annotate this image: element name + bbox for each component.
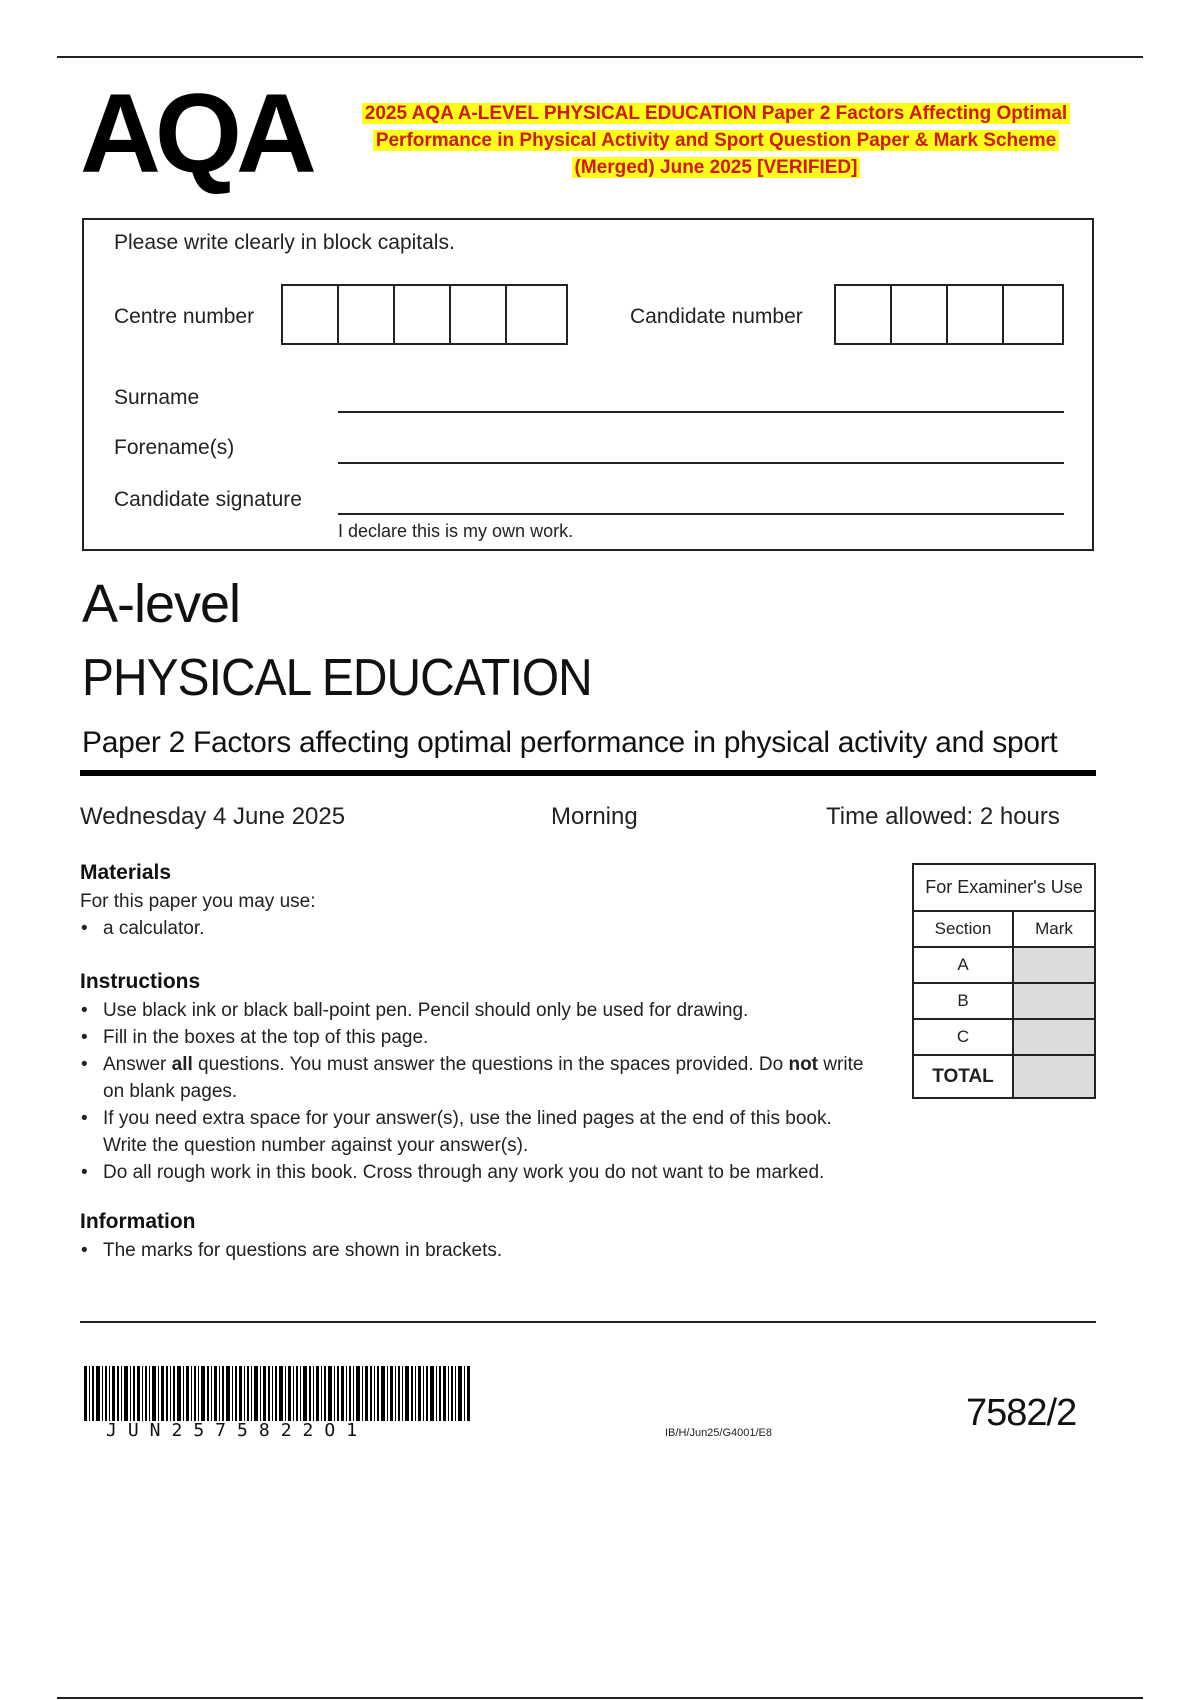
total-label: TOTAL: [914, 1056, 1014, 1097]
candidate-number-digit[interactable]: [836, 286, 892, 343]
exam-session: Morning: [551, 803, 638, 830]
declaration-text: I declare this is my own work.: [338, 521, 574, 541]
mark-cell[interactable]: [1014, 984, 1094, 1018]
table-row: [914, 984, 1094, 1020]
time-allowed: Time allowed: 2 hours: [826, 803, 1060, 830]
candidate-details-box: [82, 218, 1094, 551]
centre-number-digit[interactable]: [507, 286, 563, 343]
examiners-use-title: For Examiner's Use: [914, 865, 1094, 912]
mark-column-header: Mark: [1014, 912, 1094, 946]
information-list: [80, 1237, 880, 1264]
barcode-graphic: [84, 1366, 470, 1421]
document-reference: IB/H/Jun25/G4001/E8: [665, 1427, 773, 1439]
list-item: • a calculator.: [80, 915, 880, 942]
total-row: [914, 1056, 1094, 1097]
mark-cell[interactable]: [1014, 1020, 1094, 1054]
materials-heading: Materials: [80, 861, 172, 884]
title-banner: [360, 100, 1072, 181]
top-rule: [57, 56, 1143, 58]
list-item: • The marks for questions are shown in brackets.: [80, 1237, 880, 1264]
qualification-level: A-level: [82, 574, 241, 634]
forenames-label: Forename(s): [114, 436, 235, 459]
section-cell: C: [914, 1020, 1014, 1054]
list-item: • Answer all questions. You must answer the questions in the spaces provided. Do not write on blank pages.: [80, 1051, 870, 1105]
materials-intro: For this paper you may use:: [80, 891, 316, 912]
centre-number-digit[interactable]: [451, 286, 507, 343]
centre-number-label: Centre number: [114, 305, 255, 328]
title-divider: [80, 770, 1096, 776]
barcode-text: JUN2575822O1: [106, 1420, 369, 1441]
information-heading: Information: [80, 1210, 196, 1233]
paper-code: 7582/2: [966, 1392, 1077, 1434]
section-column-header: Section: [914, 912, 1014, 946]
subject-title: PHYSICAL EDUCATION: [82, 649, 592, 707]
examiners-use-table: [912, 863, 1096, 1099]
instructions-heading: Instructions: [80, 970, 201, 993]
table-row: [914, 948, 1094, 984]
candidate-number-field[interactable]: [834, 284, 1064, 345]
banner-line-2: Performance in Physical Activity and Sport Question Paper & Mark Scheme: [373, 130, 1059, 151]
exam-date: Wednesday 4 June 2025: [80, 803, 346, 830]
candidate-number-digit[interactable]: [1004, 286, 1060, 343]
table-header-row: [914, 912, 1094, 948]
mark-cell[interactable]: [1014, 948, 1094, 982]
candidate-number-digit[interactable]: [948, 286, 1004, 343]
forenames-field[interactable]: [338, 462, 1064, 464]
paper-title: Paper 2 Factors affecting optimal performance in physical activity and sport: [82, 726, 1058, 759]
aqa-logo: AQA: [80, 71, 311, 196]
centre-number-field[interactable]: [281, 284, 568, 345]
list-item: • Use black ink or black ball-point pen. Pencil should only be used for drawing.: [80, 997, 870, 1024]
candidate-number-digit[interactable]: [892, 286, 948, 343]
barcode-bars: [84, 1366, 470, 1421]
centre-number-digit[interactable]: [339, 286, 395, 343]
list-item: • If you need extra space for your answer(s), use the lined pages at the end of this book. Write the question number against your answer(s).: [80, 1105, 870, 1159]
surname-field[interactable]: [338, 411, 1064, 413]
instructions-list: [80, 997, 870, 1186]
section-cell: A: [914, 948, 1014, 982]
bottom-rule: [57, 1697, 1143, 1699]
candidate-number-label: Candidate number: [630, 305, 803, 328]
table-row: [914, 1020, 1094, 1056]
list-item: • Fill in the boxes at the top of this page.: [80, 1024, 870, 1051]
banner-line-1: 2025 AQA A-LEVEL PHYSICAL EDUCATION Paper 2 Factors Affecting Optimal: [362, 103, 1070, 124]
surname-label: Surname: [114, 386, 200, 409]
centre-number-digit[interactable]: [395, 286, 451, 343]
section-cell: B: [914, 984, 1014, 1018]
signature-field[interactable]: [338, 513, 1064, 515]
centre-number-digit[interactable]: [283, 286, 339, 343]
footer-rule: [80, 1321, 1096, 1323]
banner-line-3: (Merged) June 2025 [VERIFIED]: [572, 157, 861, 178]
block-capitals-instruction: Please write clearly in block capitals.: [114, 231, 455, 254]
total-mark-cell[interactable]: [1014, 1056, 1094, 1097]
materials-list: [80, 915, 880, 942]
signature-label: Candidate signature: [114, 488, 302, 511]
list-item: • Do all rough work in this book. Cross through any work you do not want to be marked.: [80, 1159, 870, 1186]
